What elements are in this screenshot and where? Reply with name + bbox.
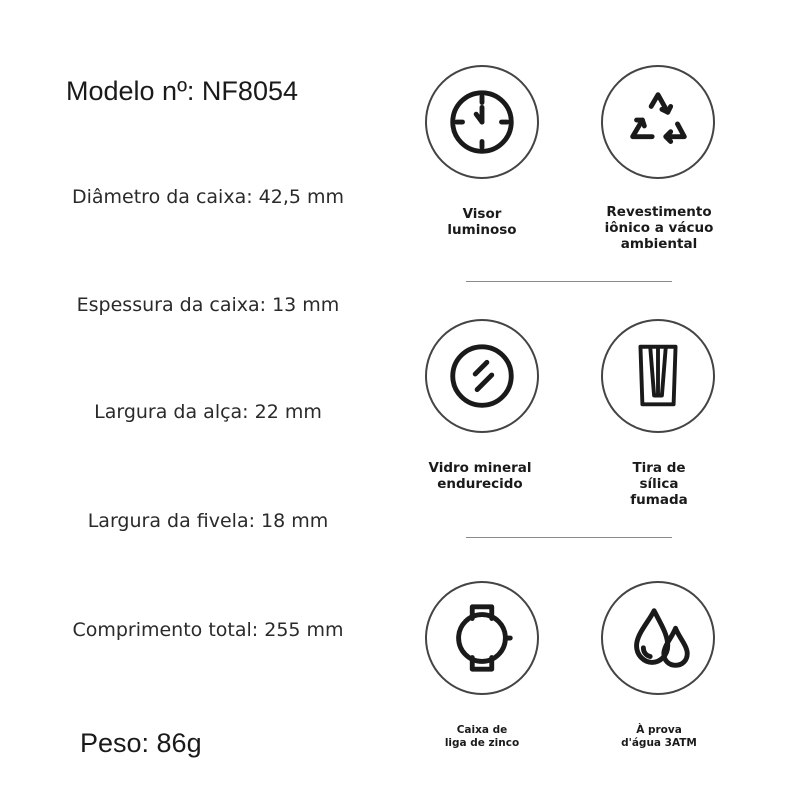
case-diameter: Diâmetro da caixa: 42,5 mm (71, 186, 345, 208)
feature-label-mineral-glass: Vidro mineral endurecido (428, 460, 532, 492)
strap-width: Largura da alça: 22 mm (94, 401, 322, 423)
feature-zinc-case (425, 581, 539, 695)
feature-mineral-glass (425, 319, 539, 433)
feature-label-water-resistance: À prova d'água 3ATM (621, 724, 697, 749)
case-thickness: Espessura da caixa: 13 mm (76, 294, 340, 316)
feature-silica-strap (601, 319, 715, 433)
model-number: Modelo nº: NF8054 (66, 76, 298, 106)
buckle-width: Largura da fivela: 18 mm (87, 510, 329, 532)
watch-case-icon (443, 599, 521, 677)
total-length: Comprimento total: 255 mm (72, 619, 344, 641)
feature-label-ionic-coating: Revestimento iônico a vácuo ambiental (604, 204, 714, 252)
recycle-icon (619, 83, 697, 161)
glass-icon (443, 337, 521, 415)
divider-1 (466, 281, 672, 282)
feature-ionic-coating (601, 65, 715, 179)
strap-icon (619, 337, 697, 415)
feature-label-luminous: Visor luminoso (447, 206, 517, 238)
clock-icon (443, 83, 521, 161)
feature-water-resistance (601, 581, 715, 695)
weight: Peso: 86g (80, 728, 202, 758)
feature-label-zinc-case: Caixa de liga de zinco (444, 724, 520, 749)
water-drops-icon (619, 599, 697, 677)
divider-2 (466, 537, 672, 538)
feature-luminous-display (425, 65, 539, 179)
feature-label-silica-strap: Tira de sílica fumada (630, 460, 688, 508)
